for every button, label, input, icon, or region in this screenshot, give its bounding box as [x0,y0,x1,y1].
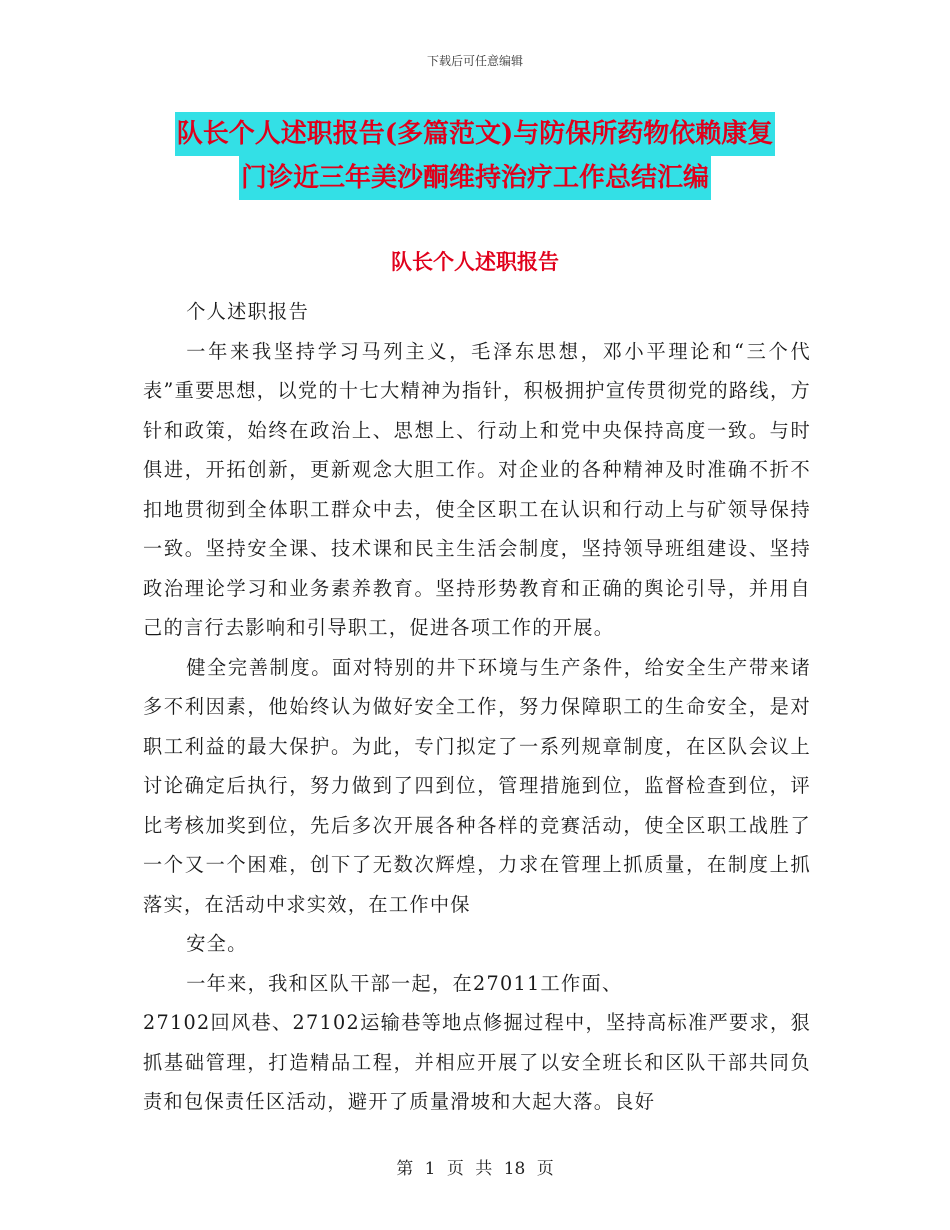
paragraph-5: 27102回风巷、27102运输巷等地点修掘过程中，坚持高标准严要求，狠抓基础管理，打造精品工程，并相应开展了以安全班长和区队干部共同负责和包保责任区活动，避开了质量滑坡和大起大落。良好 [143,1011,811,1113]
paragraph-subheading: 个人述职报告 [186,300,310,323]
document-title-line-1: 队长个人述职报告(多篇范文)与防保所药物依赖康复 [175,112,776,156]
paragraph-1: 一年来我坚持学习马列主义，毛泽东思想，邓小平理论和“三个代表”重要思想，以党的十七大精神为指针，积极拥护宣传贯彻党的路线，方针和政策，始终在政治上、思想上、行动上和党中央保持高度一致。与时俱进，开拓创新，更新观念大胆工作。对企业的各种精神及时准确不折不扣地贯彻到全体职工群众中去，使全区职工在认识和行动上与矿领导保持一致。坚持安全课、技术课和民主生活会制度，坚持领导班组建设、坚持政治理论学习和业务素养教育。坚持形势教育和正确的舆论引导，并用自己的言行去影响和引导职工，促进各项工作的开展。 [143,339,811,639]
header-note: 下载后可任意编辑 [426,54,523,68]
body-text [143,292,811,1122]
document-title-line-2: 门诊近三年美沙酮维持治疗工作总结汇编 [239,156,711,200]
page-footer: 第 1 页 共 18 页 [396,1159,554,1179]
section-heading: 队长个人述职报告 [391,249,559,274]
paragraph-4: 一年来，我和区队干部一起，在27011工作面、 [186,971,623,995]
document-title [0,112,950,200]
paragraph-2: 健全完善制度。面对特别的井下环境与生产条件，给安全生产带来诸多不利因素，他始终认为做好安全工作，努力保障职工的生命安全，是对职工利益的最大保护。为此，专门拟定了一系列规章制度，在区队会议上讨论确定后执行，努力做到了四到位，管理措施到位，监督检查到位，评比考核加奖到位，先后多次开展各种各样的竞赛活动，使全区职工战胜了一个又一个困难，创下了无数次辉煌，力求在管理上抓质量，在制度上抓落实，在活动中求实效，在工作中保 [143,655,811,916]
paragraph-3: 安全。 [186,932,248,955]
